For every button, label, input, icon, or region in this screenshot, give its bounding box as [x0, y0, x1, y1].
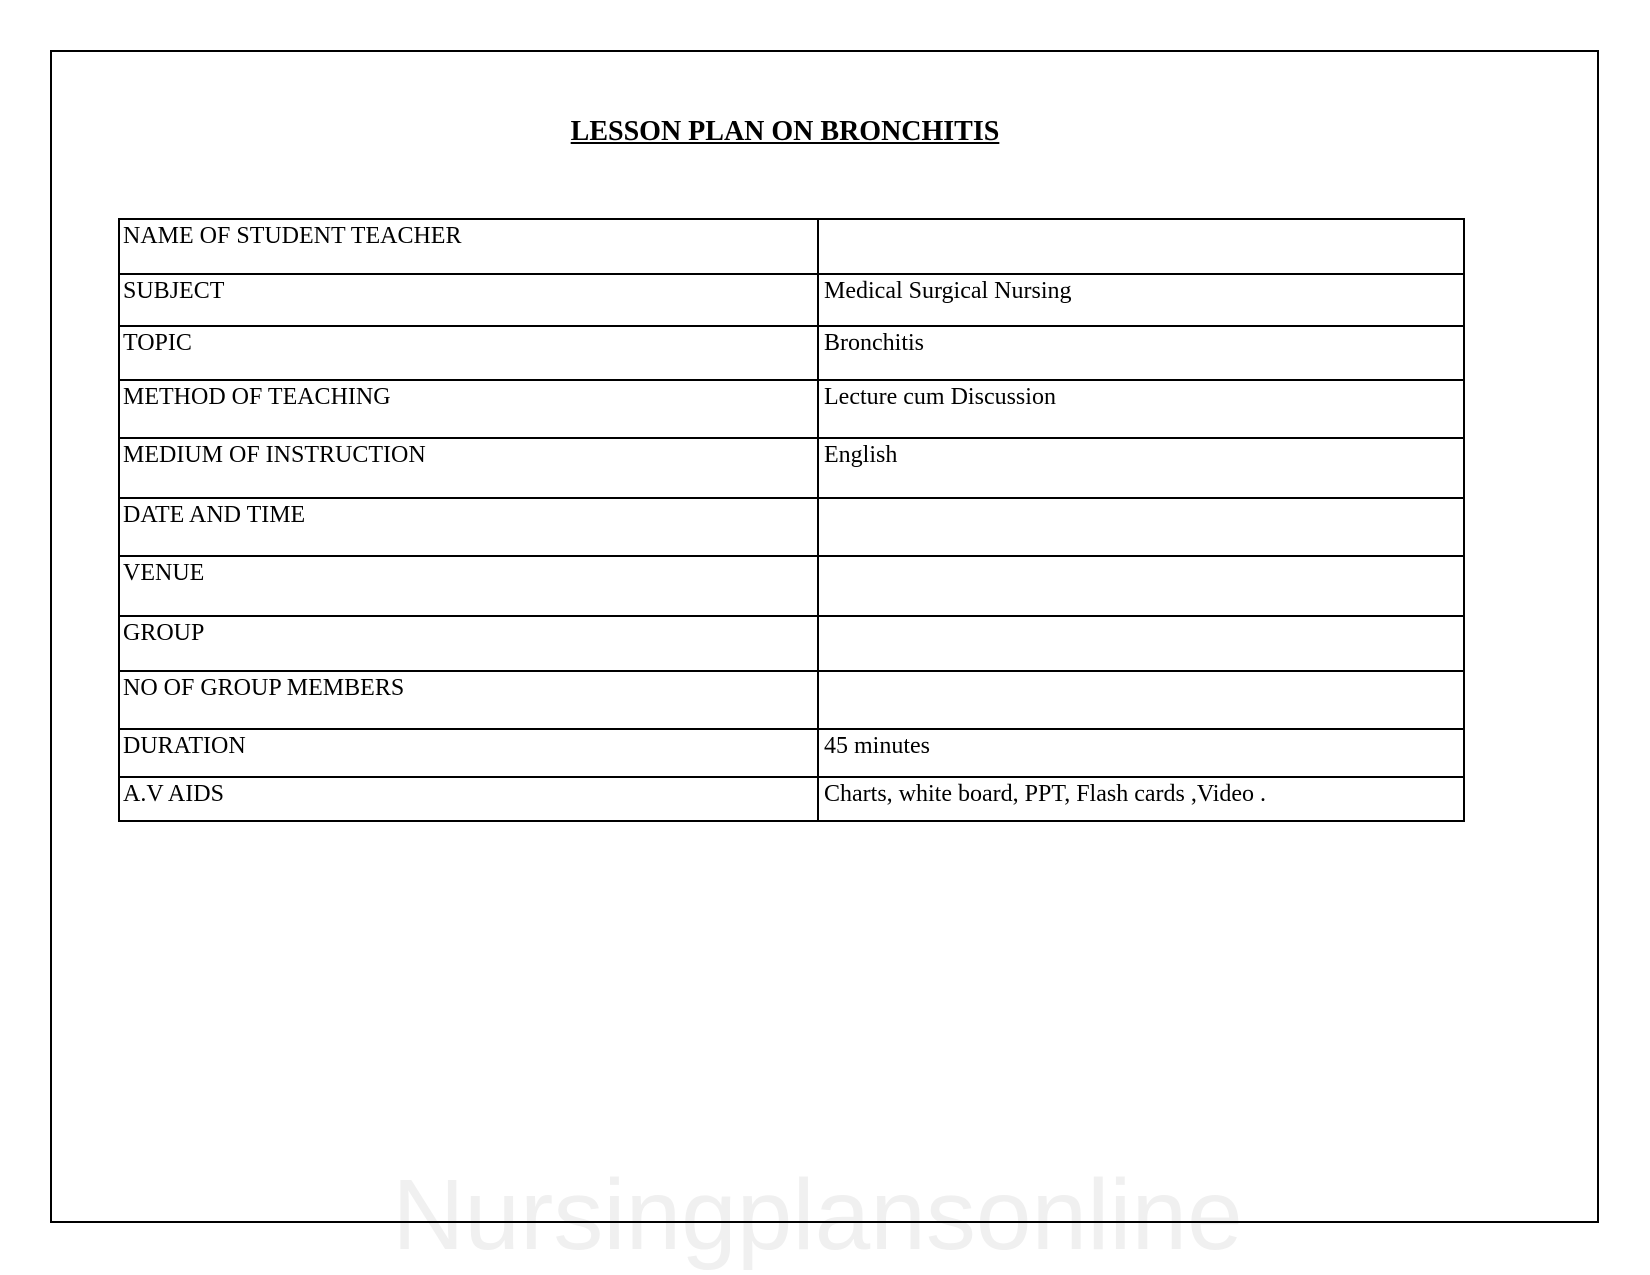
field-label: VENUE [119, 556, 818, 616]
field-value [818, 498, 1464, 556]
field-value [818, 671, 1464, 729]
field-label: TOPIC [119, 326, 818, 380]
field-label: DURATION [119, 729, 818, 777]
table-row-venue [119, 556, 1464, 616]
table-row-group [119, 616, 1464, 671]
field-value: Charts, white board, PPT, Flash cards ,Video . [818, 777, 1464, 821]
table-row-name-of-student-teacher [119, 219, 1464, 274]
document-title: LESSON PLAN ON BRONCHITIS [570, 116, 1000, 147]
table-row-topic [119, 326, 1464, 380]
table-row-duration [119, 729, 1464, 777]
table-row-subject [119, 274, 1464, 326]
field-label: GROUP [119, 616, 818, 671]
field-label: DATE AND TIME [119, 498, 818, 556]
table-row-date-and-time [119, 498, 1464, 556]
field-value [818, 616, 1464, 671]
table-row-method-of-teaching [119, 380, 1464, 438]
field-label: NO OF GROUP MEMBERS [119, 671, 818, 729]
field-value: Lecture cum Discussion [818, 380, 1464, 438]
table-row-av-aids [119, 777, 1464, 821]
field-value: Medical Surgical Nursing [818, 274, 1464, 326]
field-label: NAME OF STUDENT TEACHER [119, 219, 818, 274]
field-value [818, 219, 1464, 274]
field-label: SUBJECT [119, 274, 818, 326]
field-value: 45 minutes [818, 729, 1464, 777]
table-row-no-of-group-members [119, 671, 1464, 729]
watermark-text: Nursingplansonline [392, 1159, 1243, 1271]
field-value: Bronchitis [818, 326, 1464, 380]
field-label: MEDIUM OF INSTRUCTION [119, 438, 818, 498]
lesson-plan-table [118, 218, 1465, 822]
field-label: A.V AIDS [119, 777, 818, 821]
table-row-medium-of-instruction [119, 438, 1464, 498]
field-value: English [818, 438, 1464, 498]
lesson-plan-table-body [119, 219, 1464, 821]
field-value [818, 556, 1464, 616]
field-label: METHOD OF TEACHING [119, 380, 818, 438]
